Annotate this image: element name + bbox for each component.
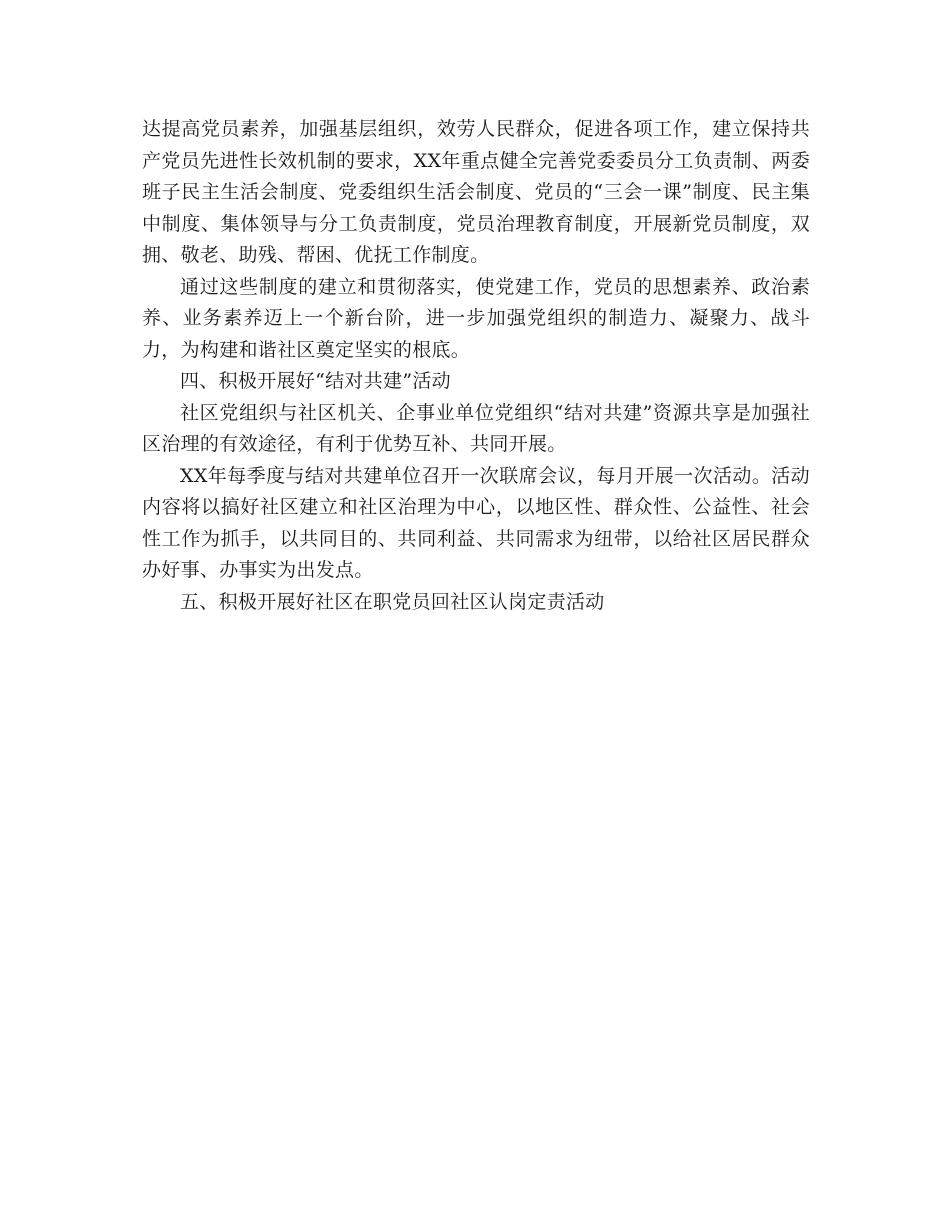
paragraph-pairing-cooperation: 社区党组织与社区机关、企事业单位党组织“结对共建”资源共享是加强社区治理的有效途径，有利于优势互补、共同开展。 (142, 401, 810, 455)
document-page (142, 114, 810, 618)
section-heading-five: 五、积极开展好社区在职党员回社区认岗定责活动 (180, 590, 605, 613)
paragraph-continuation: 达提高党员素养，加强基层组织，效劳人民群众，促进各项工作，建立保持共产党员先进性长效机制的要求，XX年重点健全完善党委委员分工负责制、两委班子民主生活会制度、党委组织生活会制度、党员的“三会一课”制度、民主集中制度、集体领导与分工负责制度，党员治理教育制度，开展新党员制度，双拥、敬老、助残、帮困、优抚工作制度。 (142, 118, 810, 266)
paragraph-quarterly-meetings: XX年每季度与结对共建单位召开一次联席会议，每月开展一次活动。活动内容将以搞好社区建立和社区治理为中心，以地区性、群众性、公益性、社会性工作为抓手，以共同目的、共同利益、共同需求为纽带，以给社区居民群众办好事、办事实为出发点。 (142, 464, 810, 581)
section-heading-four: 四、积极开展好“结对共建”活动 (180, 370, 451, 392)
paragraph-system-implementation: 通过这些制度的建立和贯彻落实，使党建工作，党员的思想素养、政治素养、业务素养迈上一个新台阶，进一步加强党组织的制造力、凝聚力、战斗力，为构建和谐社区奠定坚实的根底。 (142, 275, 810, 361)
